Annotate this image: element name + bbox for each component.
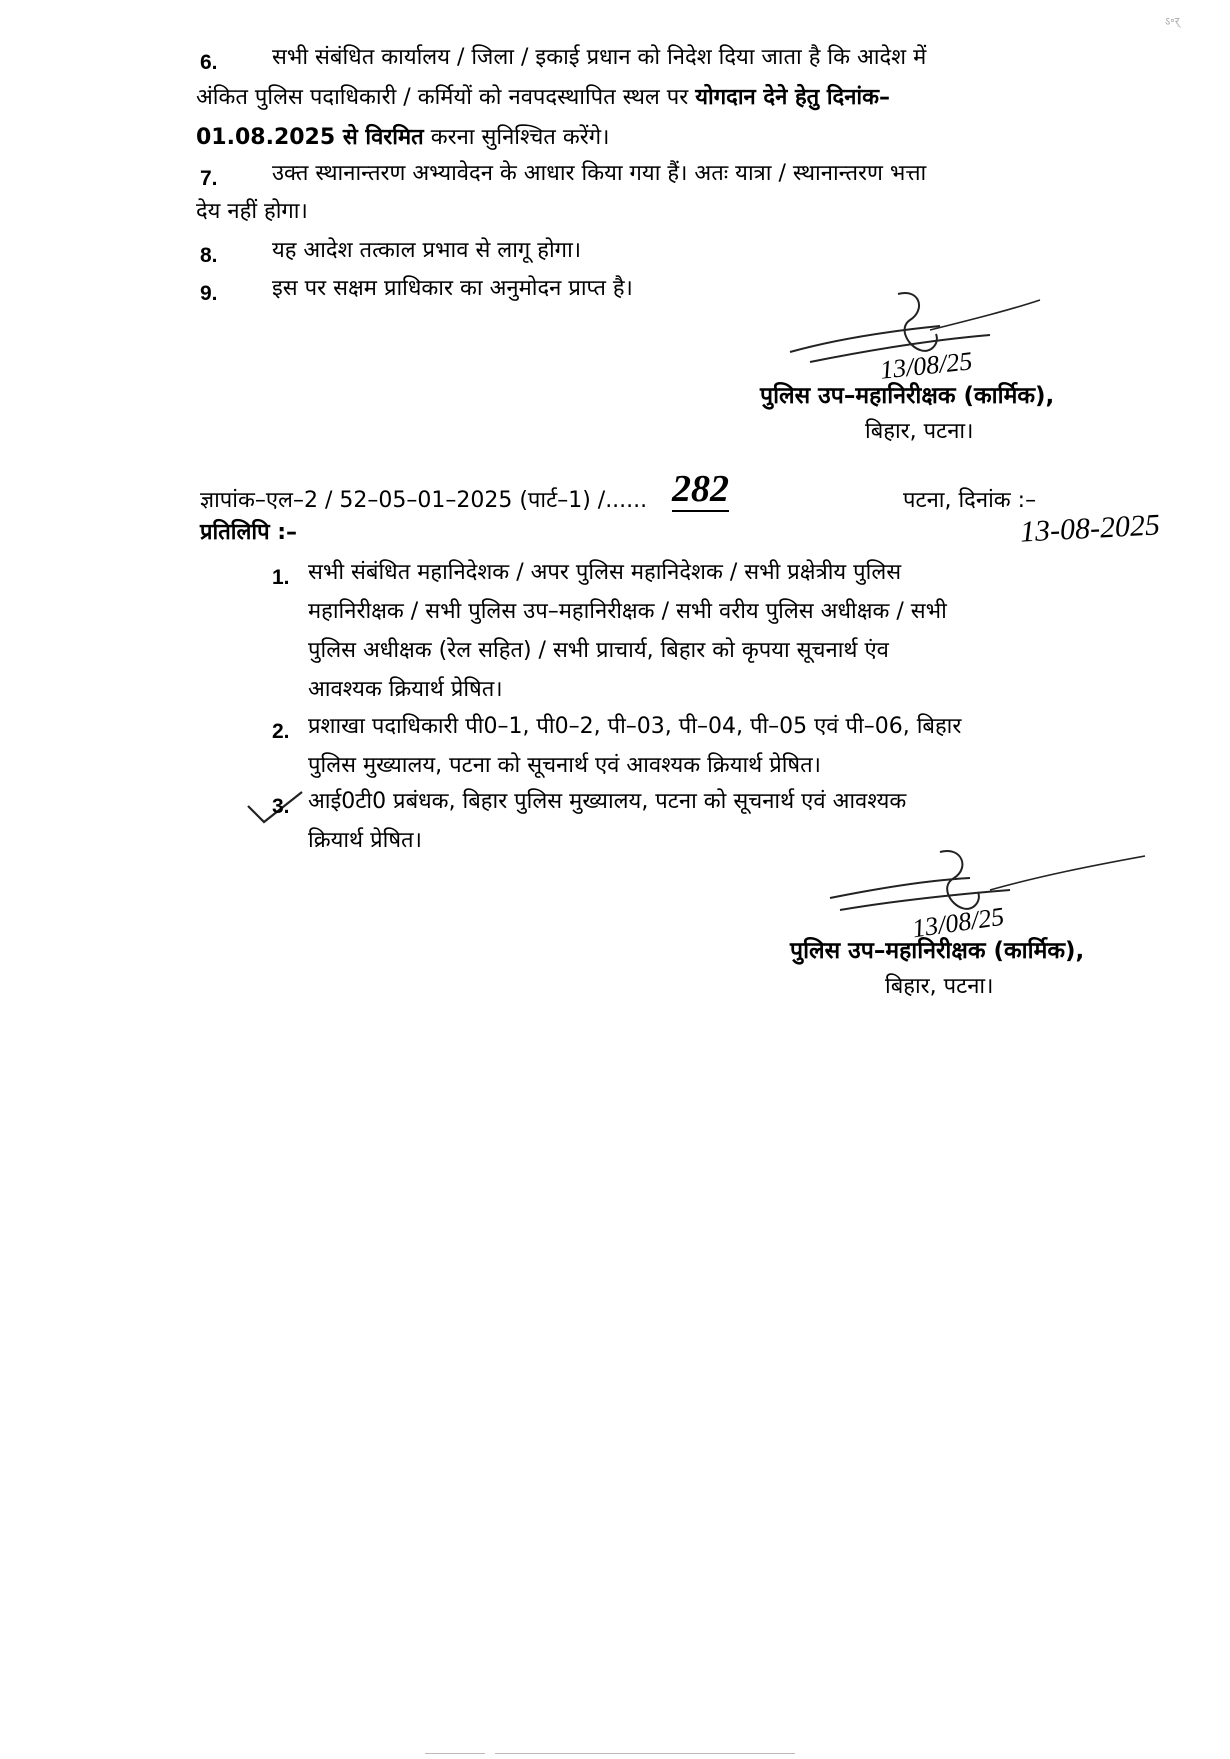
- copy-3-line-1: आई0टी0 प्रबंधक, बिहार पुलिस मुख्यालय, पटना को सूचनार्थ एवं आवश्यक: [308, 789, 907, 814]
- point-6-text-2b: योगदान देने हेतु दिनांक–: [695, 85, 891, 110]
- point-7-number: 7.: [200, 167, 218, 190]
- point-6-line-3: [196, 127, 609, 149]
- point-9-number: 9.: [200, 282, 218, 305]
- copy-3-number: 3.: [272, 795, 290, 818]
- point-8-text: यह आदेश तत्काल प्रभाव से लागू होगा।: [272, 238, 582, 263]
- memo-place-date: पटना, दिनांक :–: [903, 488, 1037, 513]
- point-6-text-3a: 01.08.2025 से विरमित: [196, 125, 424, 150]
- signature-1-date: 13/08/25: [878, 346, 974, 385]
- point-9-text: इस पर सक्षम प्राधिकार का अनुमोदन प्राप्त है।: [272, 276, 633, 301]
- point-6-text-3b: करना सुनिश्चित करेंगे।: [430, 125, 610, 150]
- signature-2-date: 13/08/25: [910, 901, 1006, 944]
- bottom-rule-2: [495, 1753, 795, 1754]
- copy-1-text-1: सभी संबंधित महानिदेशक / अपर पुलिस महानिदेशक / सभी प्रक्षेत्रीय पुलिस: [308, 560, 902, 585]
- point-6-line-2: [196, 87, 1120, 109]
- memo-ref-prefix: ज्ञापांक–एल–2 / 52–05–01–2025 (पार्ट–1) /: [200, 488, 606, 513]
- point-8-number: 8.: [200, 244, 218, 267]
- point-7-line-1: उक्त स्थानान्तरण अभ्यावेदन के आधार किया गया हैं। अतः यात्रा / स्थानान्तरण भत्ता: [272, 161, 927, 186]
- copy-1-text-3: पुलिस अधीक्षक (रेल सहित) / सभी प्राचार्य, बिहार को कृपया सूचनार्थ एंव: [308, 638, 889, 663]
- copy-1-number: 1.: [272, 566, 290, 589]
- copy-2-number: 2.: [272, 720, 290, 743]
- copy-heading: प्रतिलिपि :–: [200, 520, 298, 545]
- point-6-text-2a: अंकित पुलिस पदाधिकारी / कर्मियों को नवपदस्थापित स्थल पर: [196, 85, 689, 110]
- corner-mark: ऽ॰र्: [1165, 15, 1180, 28]
- copy-1-line-4: आवश्यक क्रियार्थ प्रेषित।: [308, 677, 503, 702]
- bottom-rule: [425, 1753, 485, 1754]
- copy-1-text-2: महानिरीक्षक / सभी पुलिस उप–महानिरीक्षक / सभी वरीय पुलिस अधीक्षक / सभी: [308, 599, 947, 624]
- signature-1-title: पुलिस उप–महानिरीक्षक (कार्मिक),: [760, 383, 1055, 409]
- copy-3-line-2: क्रियार्थ प्रेषित।: [308, 828, 422, 853]
- copy-1-line-2: [308, 601, 1120, 623]
- copy-1-line-3: [308, 640, 1120, 662]
- copy-2-line-2: पुलिस मुख्यालय, पटना को सूचनार्थ एवं आवश्यक क्रियार्थ प्रेषित।: [308, 753, 822, 778]
- copy-1-line-1: [308, 562, 1120, 584]
- signature-1-place: बिहार, पटना।: [865, 419, 974, 444]
- point-7-line-2: देय नहीं होगा।: [196, 199, 308, 224]
- signature-2-title: पुलिस उप–महानिरीक्षक (कार्मिक),: [790, 938, 1085, 964]
- signature-2-place: बिहार, पटना।: [885, 974, 994, 999]
- point-6-line-1: [272, 47, 1120, 69]
- memo-ref-dots: ......: [605, 488, 648, 513]
- point-6-number: 6.: [200, 51, 218, 74]
- point-6-text-1: सभी संबंधित कार्यालय / जिला / इकाई प्रधान को निदेश दिया जाता है कि आदेश में: [272, 45, 927, 70]
- memo-reference: [200, 490, 647, 512]
- memo-ref-number: 282: [672, 468, 729, 510]
- copy-2-line-1: प्रशाखा पदाधिकारी पी0–1, पी0–2, पी–03, पी–04, पी–05 एवं पी–06, बिहार: [308, 714, 962, 739]
- memo-handwritten-date: 13-08-2025: [1019, 508, 1161, 549]
